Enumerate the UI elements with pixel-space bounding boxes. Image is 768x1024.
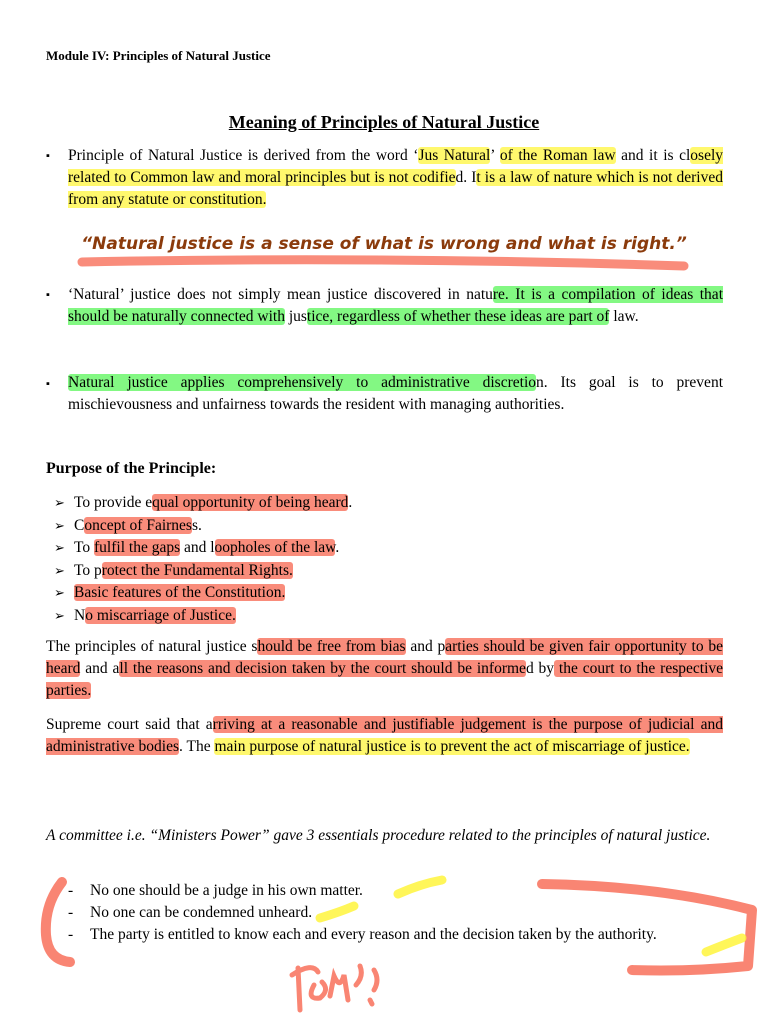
highlight-red: ll the reasons and decision taken by the court should be informe — [119, 660, 526, 677]
highlight-red: hould be free from bias — [257, 638, 406, 655]
supreme-court-paragraph: Supreme court said that arriving at a reasonable and justifiable judgement is the purpose of judicial and administrative bodies. The main purpose of natural justice is to prevent the act of miscarriage of justice. — [46, 716, 723, 755]
list-item: ➢ Concept of Fairness. — [54, 515, 352, 538]
highlight-green: Natural justice applies comprehensively to administrative discretio — [68, 374, 536, 391]
bullet-paragraph-2: ‘Natural’ justice does not simply mean justice discovered in nature. It is a compilation of ideas that should be naturally connected with justice, regardless of whether these ideas are part of law. — [68, 286, 723, 325]
highlight-red: oncept of Fairnes — [84, 516, 192, 534]
bullet-paragraph-1: Principle of Natural Justice is derived from the word ‘Jus Natural’ of the Roman law and it is closely related to Common law and moral principles but is not codified. It is a law of nature which is not derived from any statute or constitution. — [68, 147, 724, 208]
list-item: - No one can be condemned unheard. — [68, 904, 313, 921]
highlight-green: re. It is a compilation of ideas that should be naturally connected with — [68, 286, 723, 325]
highlight-red: fulfil the gaps — [94, 539, 181, 556]
left-bracket-stroke — [46, 882, 70, 962]
arrow-bullet-icon: ➢ — [54, 586, 65, 601]
principles-paragraph: The principles of natural justice should be free from bias and parties should be given fair opportunity to be heard and all the reasons and decision taken by the court should be informed by the court to the respective parties. — [46, 638, 724, 699]
committee-paragraph: A committee i.e. “Ministers Power” gave 3 essentials procedure related to the principles of natural justice. — [46, 827, 711, 844]
highlight-yellow: Jus Natural — [418, 147, 491, 164]
bullet-marker: ▪ — [46, 150, 50, 162]
highlight-red: qual opportunity of being heard — [152, 494, 349, 511]
highlight-green: tice, regardless of whether these ideas are part of — [306, 308, 610, 325]
handwritten-scribble — [292, 966, 377, 1010]
purpose-list — [54, 492, 352, 627]
list-item: - The party is entitled to know each and every reason and the decision taken by the authority. — [68, 926, 657, 943]
arrow-bullet-icon: ➢ — [54, 608, 65, 624]
highlight-yellow: osely related to Common law and moral principles but is not codifie — [68, 147, 724, 186]
highlight-red: o miscarriage of Justice. — [85, 606, 236, 624]
purpose-heading: Purpose of the Principle: — [46, 460, 217, 477]
list-item — [54, 582, 352, 605]
bullet-marker: ▪ — [46, 289, 50, 301]
list-item: ➢ To protect the Fundamental Rights. — [54, 560, 352, 583]
highlight-red: the court to the respective parties. — [46, 660, 724, 699]
highlight-red: oopholes of the law — [214, 539, 336, 556]
bullet-marker: ▪ — [46, 378, 50, 390]
list-item: ➢ To provide equal opportunity of being heard. — [54, 492, 352, 515]
highlight-yellow: of the Roman law — [499, 147, 616, 164]
list-item: - No one should be a judge in his own matter. — [68, 882, 363, 899]
essentials-list — [68, 880, 723, 946]
arrow-bullet-icon: ➢ — [54, 563, 65, 579]
highlight-red: rriving at a reasonable and justifiable judgement is the purpose of judicial and administrative bodies — [46, 716, 723, 755]
highlight-red: Basic features of the Constitution. — [74, 584, 286, 601]
page-title: Meaning of Principles of Natural Justice — [228, 112, 540, 132]
highlight-red: arties should be given fair opportunity to be heard — [46, 638, 723, 677]
arrow-bullet-icon: ➢ — [54, 496, 65, 511]
arrow-bullet-icon: ➢ — [54, 541, 65, 556]
list-item: ➢ No miscarriage of Justice. — [54, 605, 352, 628]
list-item: ➢ To fulfil the gaps and loopholes of the law. — [54, 537, 352, 560]
highlight-yellow: t is a law of nature which is not derived from any statute or constitution. — [68, 169, 723, 208]
highlight-red: rotect the Fundamental Rights. — [101, 561, 293, 579]
quote-underline-stroke — [82, 260, 684, 266]
module-title: Module IV: Principles of Natural Justice — [46, 48, 271, 63]
quote: “Natural justice is a sense of what is wrong and what is right.” — [81, 234, 687, 254]
arrow-bullet-icon: ➢ — [54, 518, 65, 534]
bullet-paragraph-3: Natural justice applies comprehensively to administrative discretion. Its goal is to prevent mischievousness and unfairness towards the resident with managing authorities. — [68, 374, 723, 413]
highlight-yellow: main purpose of natural justice is to prevent the act of miscarriage of justice. — [214, 738, 690, 755]
